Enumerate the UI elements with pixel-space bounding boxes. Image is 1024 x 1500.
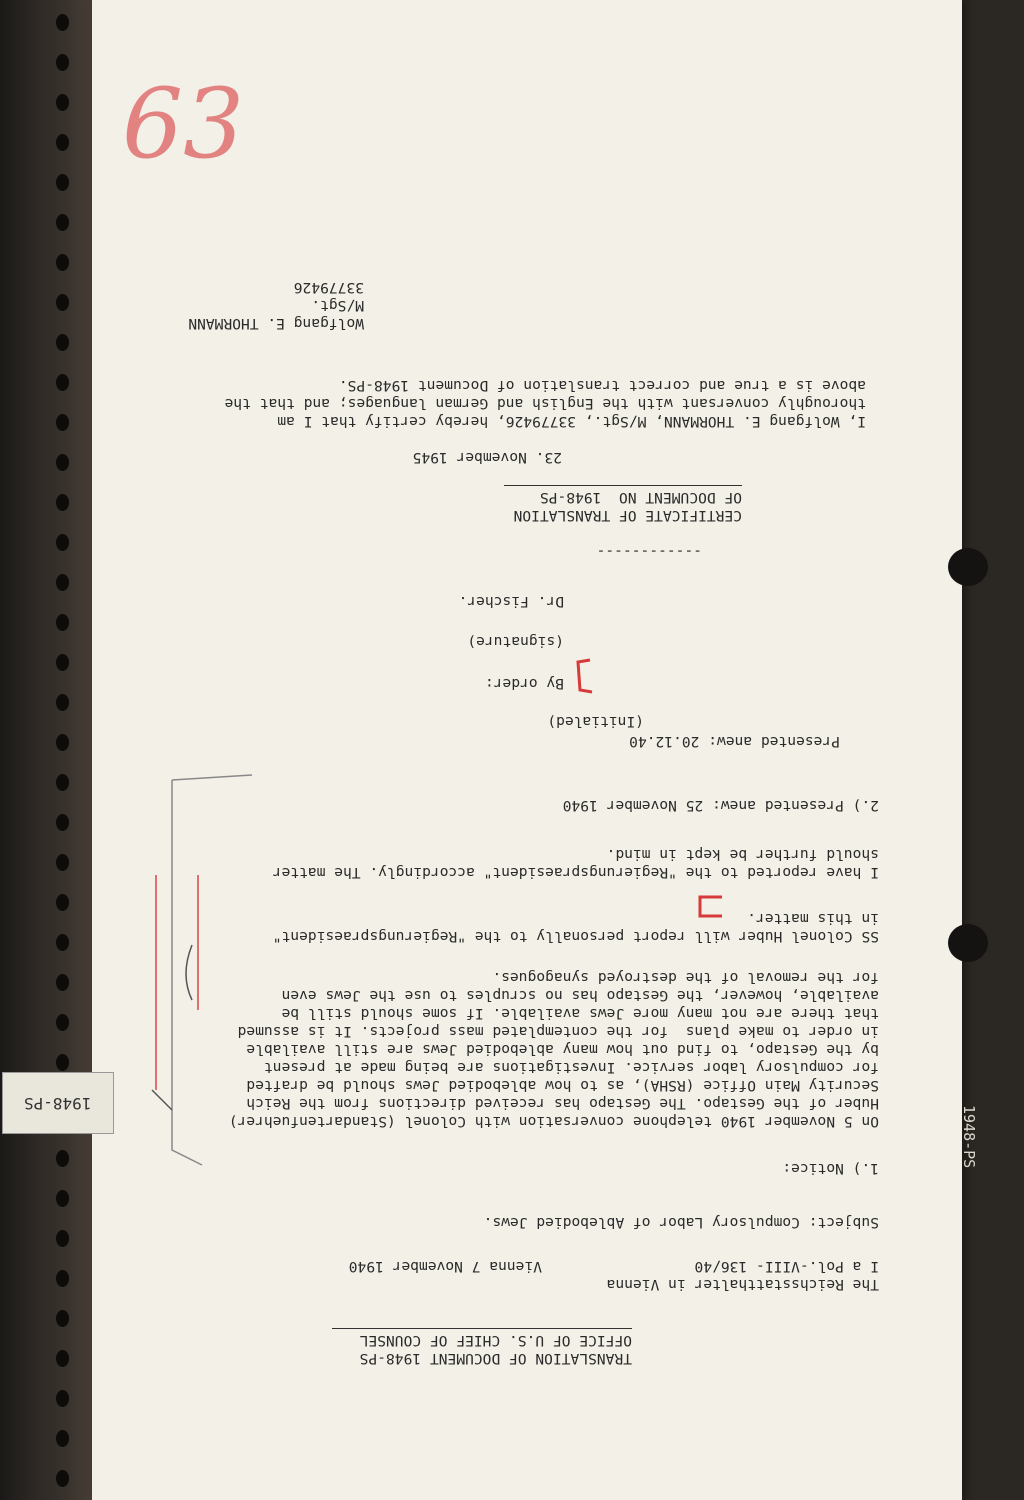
translator-rank: M/Sgt. xyxy=(311,297,364,314)
body-line: On 5 November 1940 telephone conversation with Colonel (Standartenfuehrer) xyxy=(228,1113,879,1130)
translator-name: Wolfgang E. THORMANN xyxy=(188,315,364,332)
body-line: by the Gestapo, to find out how many ablebodied Jews are still available xyxy=(246,1041,879,1058)
report-line: SS Colonel Huber will report personally to the "Regierungspraesident" xyxy=(272,928,879,945)
certificate-title-1: CERTIFICATE OF TRANSLATION xyxy=(513,507,742,524)
body-line: for compulsory labor service. Investigations are being made at present xyxy=(263,1059,879,1076)
report-line: in this matter. xyxy=(747,910,879,927)
signature-placeholder: (signature) xyxy=(467,633,564,650)
certificate-text: above is a true and correct translation of Document 1948-PS. xyxy=(338,377,866,394)
presented-anew-2: Presented anew: 20.12.40 xyxy=(629,733,840,750)
body-line: Security Main Office (RSHA), as to how ablebodied Jews should be drafted xyxy=(246,1077,879,1094)
place-date: Vienna 7 November 1940 xyxy=(348,1258,542,1275)
subject: Subject: Compulsory Labor of Ablebodied Jews. xyxy=(483,1214,879,1231)
signer-name: Dr. Fischer. xyxy=(458,593,564,610)
binder-strip xyxy=(0,0,98,1500)
reported-line: should further be kept in mind. xyxy=(606,846,879,863)
header-line-2: OFFICE OF U.S. CHIEF OF COUNSEL xyxy=(359,1332,632,1349)
reported-line: I have reported to the "Regierungspraesident" accordingly. The matter xyxy=(272,864,879,881)
notice-heading: 1.) Notice: xyxy=(782,1160,879,1177)
reference: I a Pol.-VIII- 136/40 xyxy=(694,1258,879,1275)
certificate-title-2: OF DOCUMENT NO 1948-PS xyxy=(539,489,742,506)
exhibit-tab xyxy=(2,1072,114,1134)
body-line: in order to make plans for the contemplated mass projects. It is assumed xyxy=(237,1023,879,1040)
sender: The Reichsstatthalter in Vienna xyxy=(606,1276,879,1293)
body-line: that there are not many more Jews available. If some should still be xyxy=(281,1005,879,1022)
body-line: available, however, the Gestapo has no scruples to use the Jews even xyxy=(281,987,879,1004)
margin-exhibit-label: 1948-PS xyxy=(960,1105,978,1169)
certificate-date: 23. November 1945 xyxy=(412,449,562,466)
header-line-1: TRANSLATION OF DOCUMENT 1948-PS xyxy=(359,1350,632,1367)
document-page xyxy=(92,0,962,1500)
body-line: Huber of the Gestapo. The Gestapo has received directions from the Reich xyxy=(246,1095,879,1112)
separator-dashes: ------------ xyxy=(596,543,702,560)
initialed-note: (Initialed) xyxy=(547,713,644,730)
handwritten-page-number: 63 xyxy=(122,68,245,180)
certificate-text: I, Wolfgang E. THORMANN, M/Sgt., 33779426, hereby certify that I am xyxy=(277,413,866,430)
exhibit-tab-label: 1948-PS xyxy=(24,1093,92,1113)
certificate-text: thoroughly conversant with the English and German languages; and that the xyxy=(224,395,866,412)
translator-serial: 33779426 xyxy=(293,279,364,296)
by-order: By order: xyxy=(484,675,564,692)
presented-anew-1: 2.) Presented anew: 25 November 1940 xyxy=(562,797,879,814)
body-line: for the removal of the destroyed synagogues. xyxy=(492,969,879,986)
hand-annotations xyxy=(92,0,962,1500)
